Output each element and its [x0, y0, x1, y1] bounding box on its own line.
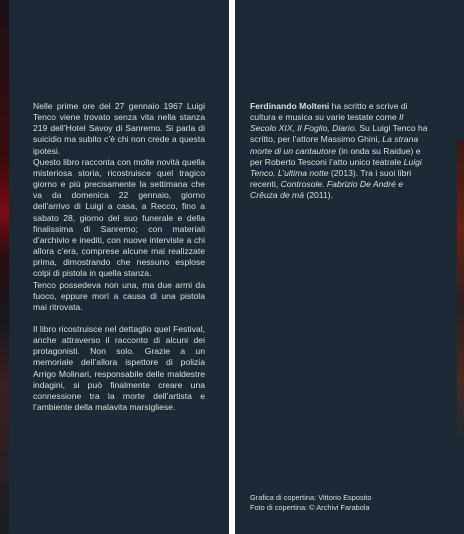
- bio-text-1: ha scritto e scrive di cultura e musica su varie testate come: [250, 101, 408, 123]
- bio-text-2: Su Luigi Tenco ha scritto, per l’attore Massimo Ghini,: [250, 123, 428, 145]
- bio-text-4: (2013). Tra i suoi libri recenti,: [250, 167, 412, 190]
- synopsis-text: [33, 101, 205, 413]
- bio-work-1: La strana morte di un cantautore: [250, 134, 419, 156]
- cover-photo-credit: Foto di copertina: © Archivi Farabola: [250, 503, 370, 512]
- author-name: Ferdinando Molteni: [250, 101, 330, 111]
- bio-work-3: Controsole. Fabrizio De André e Crêuza de mä: [250, 179, 404, 201]
- bio-text-5: (2011).: [303, 190, 333, 201]
- cover-photo-edge-right: [457, 140, 464, 440]
- bio-text-3: (in onda su Raidue) e per Roberto Tesconi l’atto unico teatrale: [250, 145, 421, 167]
- left-flap: [0, 0, 229, 534]
- synopsis-paragraph-3: Tenco possedeva non una, ma due armi da fuoco, eppure morì a causa di una pistola mai ritrovata.: [33, 279, 205, 312]
- cover-design-credit: Grafica di copertina: Vittorio Esposito: [250, 493, 372, 502]
- right-flap: [235, 0, 464, 534]
- synopsis-paragraph-1: Nelle prime ore del 27 gennaio 1967 Luigi Tenco viene trovato senza vita nella stanza 219 dell’Hotel Savoy di Sanremo. Si parla di suicidio ma subito c’è chi non crede a questa ipotesi.: [33, 101, 205, 156]
- cover-credits: [250, 493, 440, 513]
- synopsis-paragraph-2: Questo libro racconta con molte novità quella misteriosa storia, ricostruisce quel tragico giorno e più precisamente la settimana che va da domenica 22 gennaio, giorno dell’arrivo di Luigi a casa, a Recco, fino a sabato 28, giorno del suo funerale e della finalissima di Sanremo; con materiali d’archivio e inediti, con nuove interviste a chi allora c’era, comprese alcune mai realizzate prima, dimostrando che nessuno esplose colpi di pistola in quella stanza.: [33, 156, 205, 279]
- author-bio: [250, 101, 428, 201]
- synopsis-paragraph-4: Il libro ricostruisce nel dettaglio quel Festival, anche attraverso il racconto di alcuni dei protagonisti. Non solo. Grazie a un memoriale dell’allora ispettore di polizia Arrigo Molinari, responsabile delle maldestre indagini, si può finalmente creare una connessione tra la morte dell’artista e l’ambiente della malavita marsigliese.: [33, 323, 205, 413]
- cover-photo-edge: [0, 0, 9, 534]
- bio-publications: Il Secolo XIX, Il Foglio, Diario.: [250, 112, 404, 134]
- bio-work-2: Luigi Tenco. L’ultima notte: [250, 156, 422, 178]
